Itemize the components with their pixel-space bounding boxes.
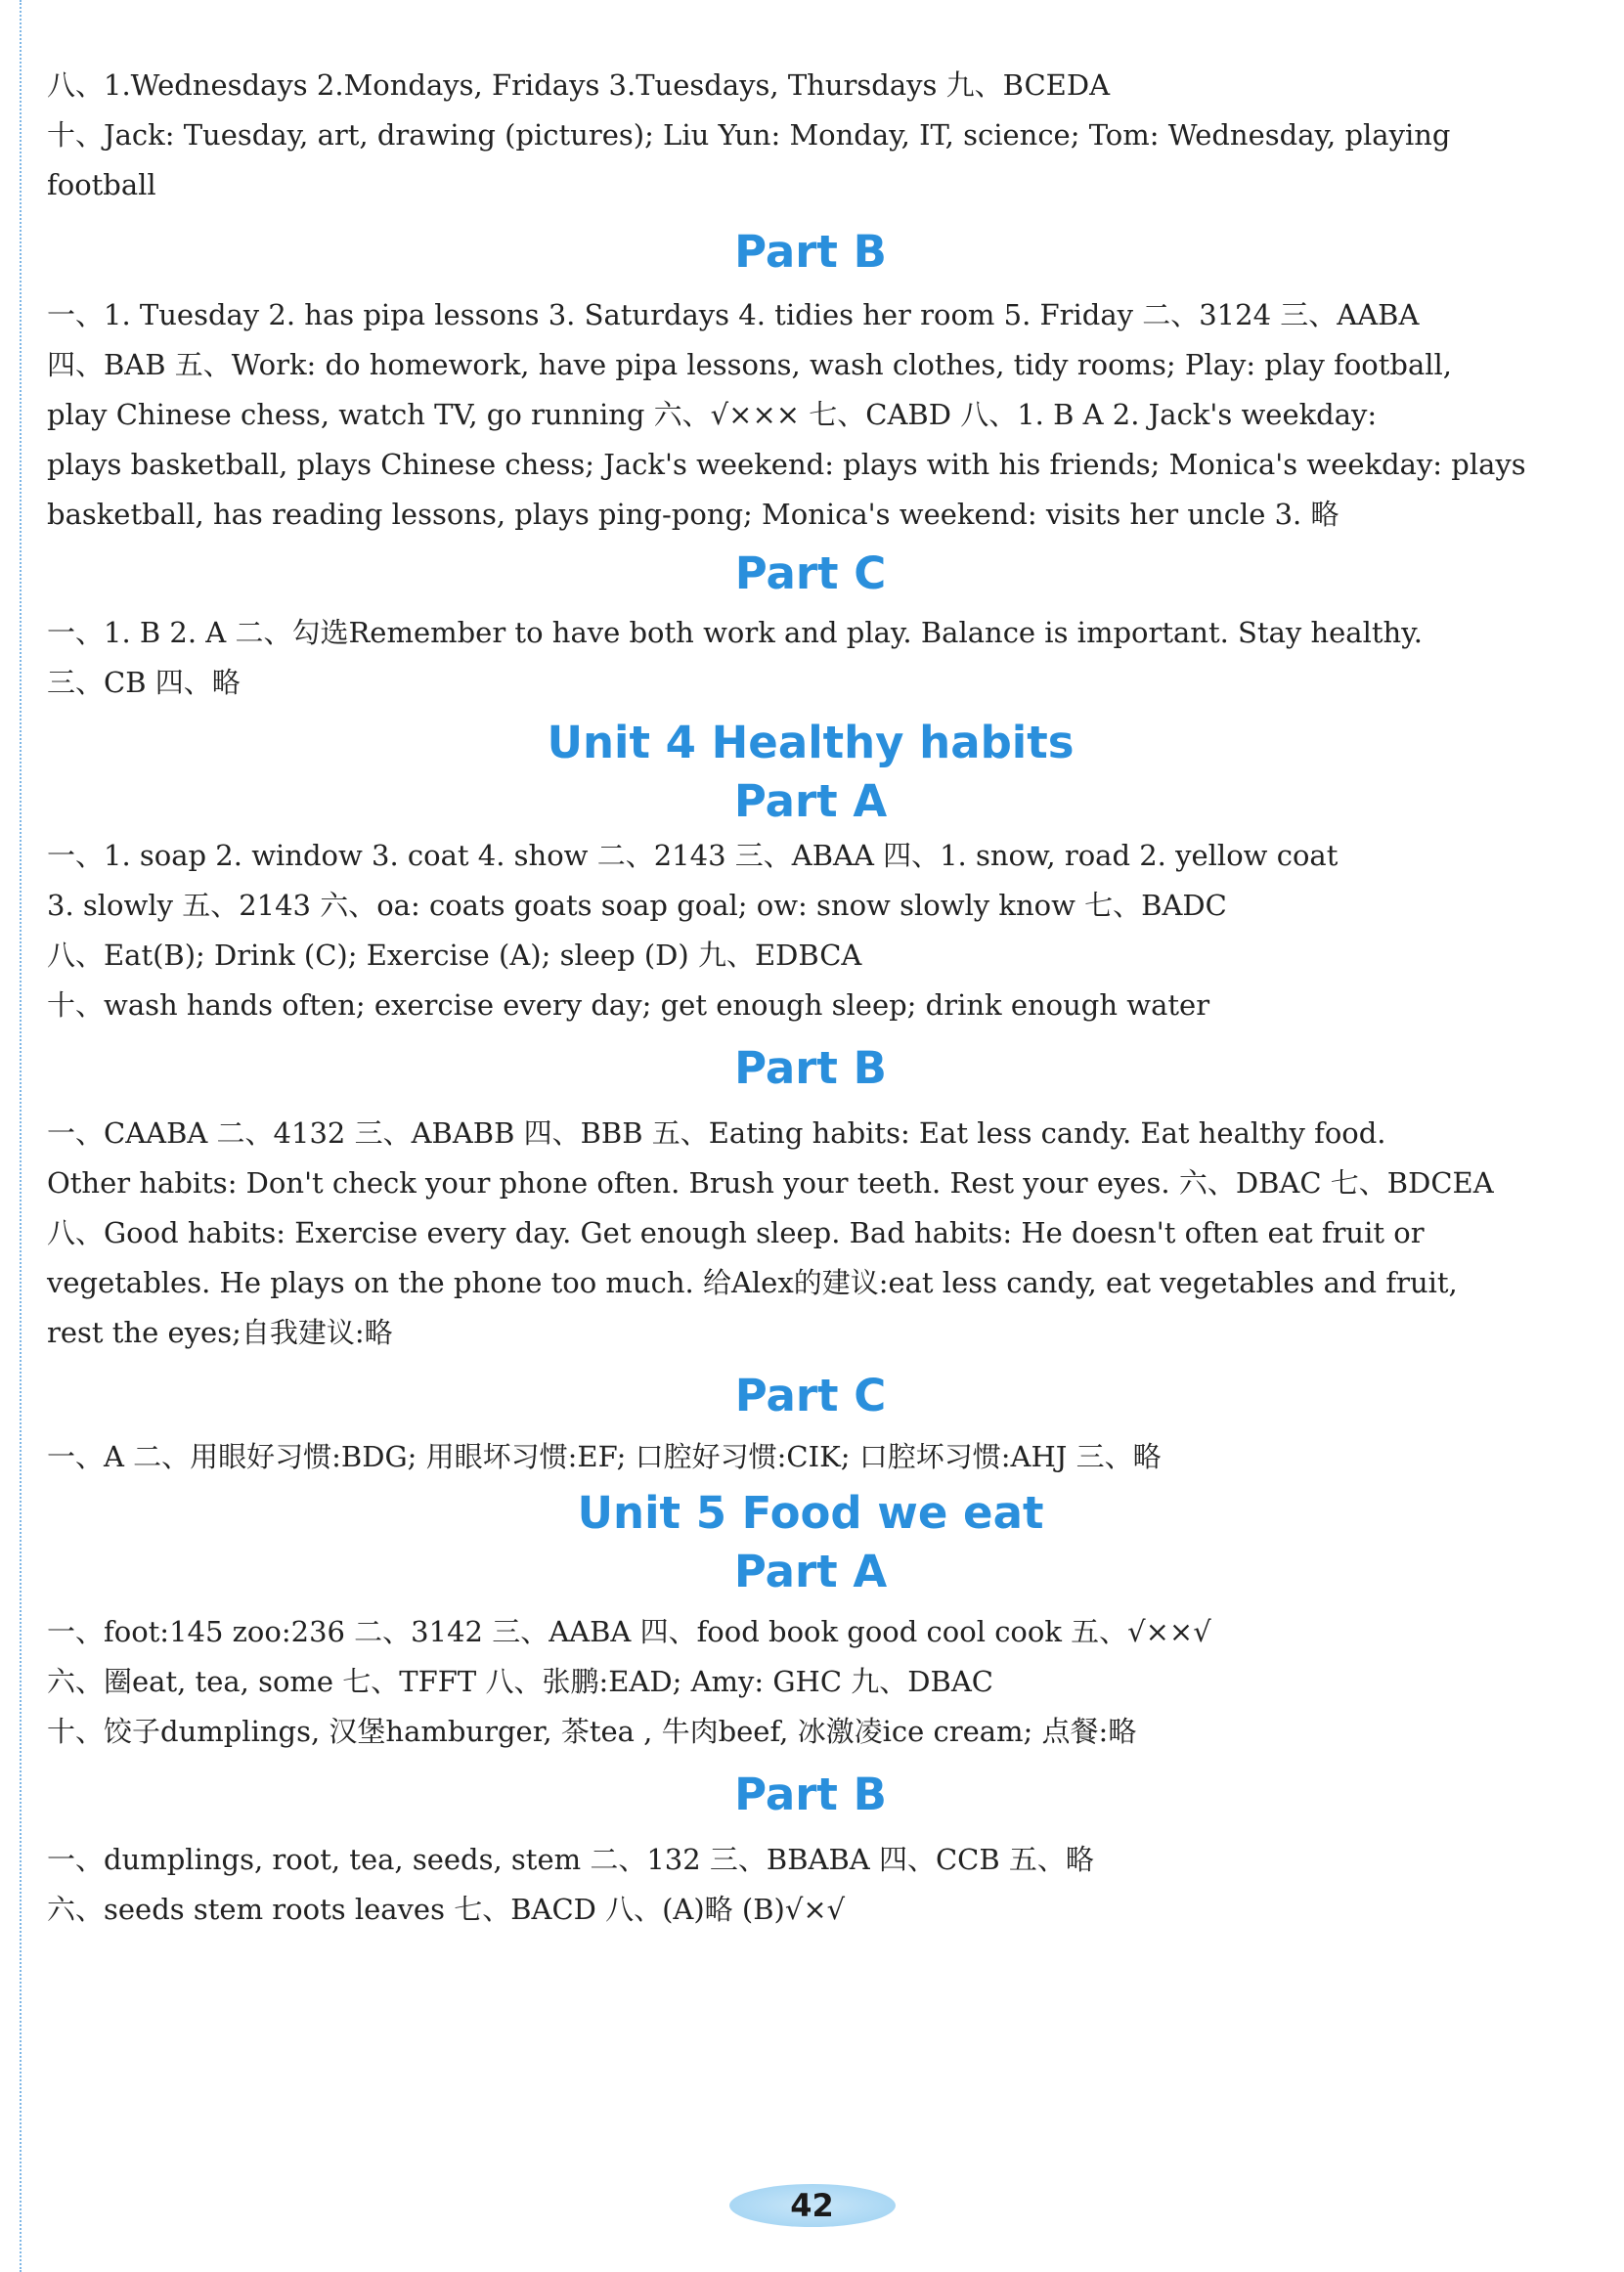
answer-line: 十、wash hands often; exercise every day; get enough sleep; drink enough water [47, 988, 1210, 1022]
answer-line: 十、Jack: Tuesday, art, drawing (pictures); Liu Yun: Monday, IT, science; Tom: Wednesday, playing [47, 118, 1451, 152]
answer-line: basketball, has reading lessons, plays ping-pong; Monica's weekend: visits her uncle 3. 略 [47, 498, 1339, 531]
page-number: 42 [790, 2187, 834, 2224]
answer-line: Other habits: Don't check your phone often. Brush your teeth. Rest your eyes. 六、DBAC 七、BDCEA [47, 1166, 1494, 1200]
answer-line: football [47, 168, 156, 201]
answer-line: 一、1. B 2. A 二、勾选Remember to have both work and play. Balance is important. Stay healthy. [47, 616, 1423, 649]
part-b-heading: Part B [734, 1042, 887, 1094]
answer-line: 六、seeds stem roots leaves 七、BACD 八、(A)略 (B)√×√ [47, 1893, 846, 1926]
answer-line: plays basketball, plays Chinese chess; Jack's weekend: plays with his friends; Monica's weekday: plays [47, 448, 1526, 481]
answer-line: 3. slowly 五、2143 六、oa: coats goats soap goal; ow: snow slowly know 七、BADC [47, 889, 1227, 922]
part-a-heading: Part A [733, 1546, 888, 1597]
part-b-heading: Part B [734, 226, 887, 278]
part-c-heading: Part C [734, 1370, 887, 1421]
answer-line: 三、CB 四、略 [47, 666, 241, 699]
unit-4-heading: Unit 4 Healthy habits [547, 717, 1075, 768]
part-c-heading: Part C [734, 547, 887, 599]
answer-line: 一、1. Tuesday 2. has pipa lessons 3. Saturdays 4. tidies her room 5. Friday 二、3124 三、AABA [47, 298, 1420, 331]
answer-line: 八、Eat(B); Drink (C); Exercise (A); sleep (D) 九、EDBCA [47, 939, 862, 972]
answer-content [47, 61, 1574, 1935]
answer-line: 八、1.Wednesdays 2.Mondays, Fridays 3.Tuesdays, Thursdays 九、BCEDA [47, 68, 1111, 102]
unit-5-heading: Unit 5 Food we eat [577, 1487, 1044, 1539]
answer-line: rest the eyes;自我建议:略 [47, 1316, 393, 1349]
answer-line: 六、圈eat, tea, some 七、TFFT 八、张鹏:EAD; Amy: GHC 九、DBAC [47, 1665, 993, 1698]
answer-line: 八、Good habits: Exercise every day. Get enough sleep. Bad habits: He doesn't often eat fruit or [47, 1216, 1425, 1249]
answer-line: 十、饺子dumplings, 汉堡hamburger, 茶tea , 牛肉beef, 冰激凌ice cream; 点餐:略 [47, 1715, 1137, 1748]
answer-line: 一、CAABA 二、4132 三、ABABB 四、BBB 五、Eating habits: Eat less candy. Eat healthy food. [47, 1116, 1386, 1150]
page-number-badge [729, 2184, 896, 2227]
answer-line: play Chinese chess, watch TV, go running 六、√××× 七、CABD 八、1. B A 2. Jack's weekday: [47, 398, 1378, 431]
answer-line: vegetables. He plays on the phone too much. 给Alex的建议:eat less candy, eat vegetables and fruit, [47, 1266, 1458, 1299]
answer-line: 一、dumplings, root, tea, seeds, stem 二、132 三、BBABA 四、CCB 五、略 [47, 1843, 1094, 1876]
answer-line: 四、BAB 五、Work: do homework, have pipa lessons, wash clothes, tidy rooms; Play: play football, [47, 348, 1453, 381]
answer-line: 一、A 二、用眼好习惯:BDG; 用眼坏习惯:EF; 口腔好习惯:CIK; 口腔坏习惯:AHJ 三、略 [47, 1440, 1162, 1473]
margin-rule [20, 0, 22, 2272]
answer-line: 一、foot:145 zoo:236 二、3142 三、AABA 四、food book good cool cook 五、√××√ [47, 1615, 1211, 1648]
answer-line: 一、1. soap 2. window 3. coat 4. show 二、2143 三、ABAA 四、1. snow, road 2. yellow coat [47, 839, 1339, 872]
part-b-heading: Part B [734, 1769, 887, 1820]
part-a-heading: Part A [733, 775, 888, 827]
